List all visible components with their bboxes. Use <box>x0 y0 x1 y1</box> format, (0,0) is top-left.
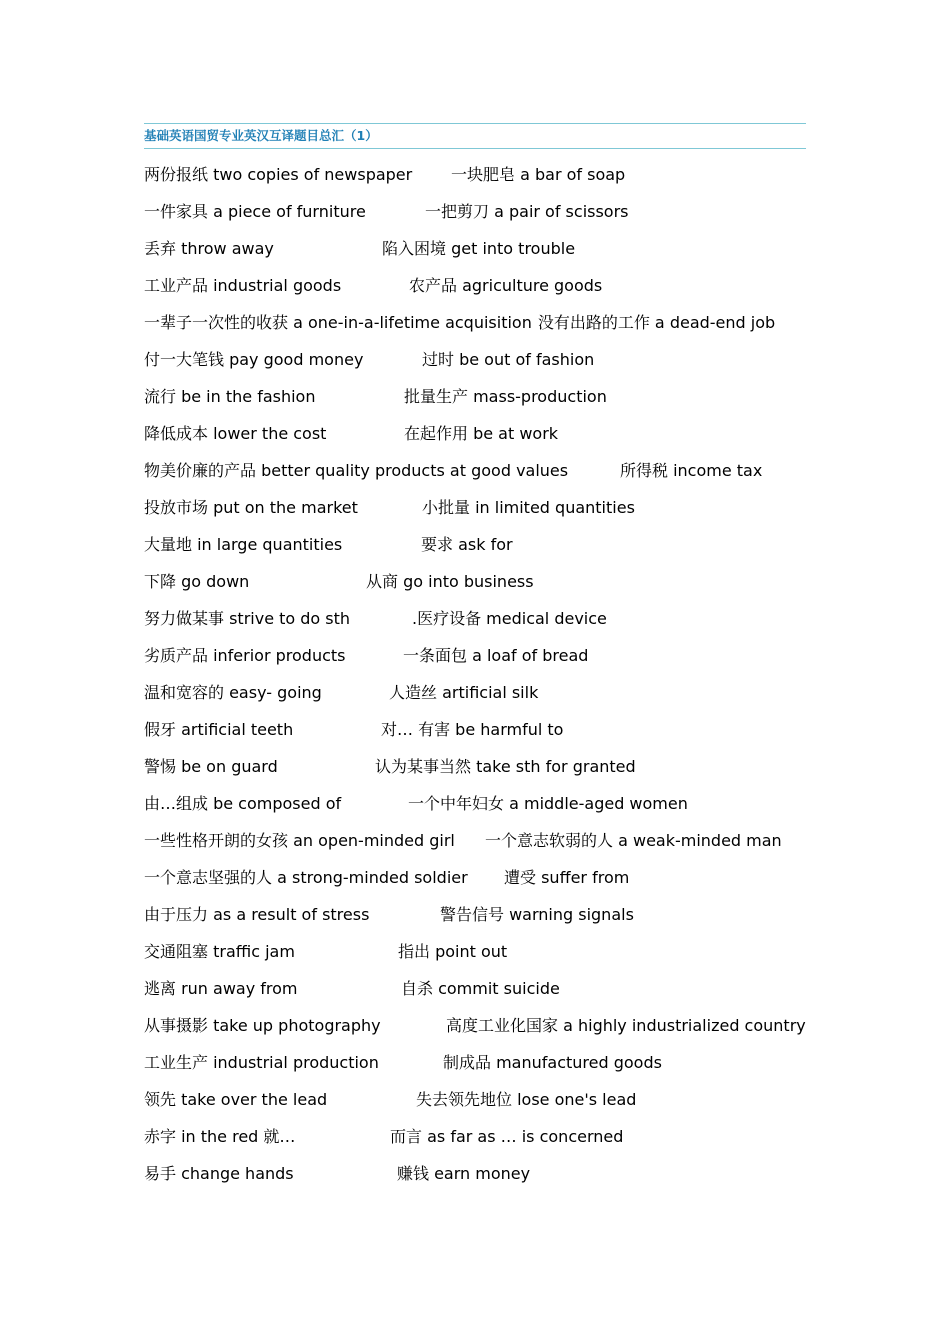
term-right: 一把剪刀 a pair of scissors <box>425 202 629 221</box>
term-right: 没有出路的工作 a dead-end job <box>537 313 776 332</box>
term-right: 自杀 commit suicide <box>401 979 560 998</box>
term-right: 高度工业化国家 a highly industrialized country <box>446 1016 806 1035</box>
term-left: 警惕 be on guard <box>144 757 278 776</box>
term-left: 交通阻塞 traffic jam <box>144 942 295 961</box>
term-row <box>144 1050 806 1075</box>
term-left: 易手 change hands <box>144 1164 294 1183</box>
term-left: 一些性格开朗的女孩 an open-minded girl <box>144 831 455 850</box>
term-row <box>144 976 806 1001</box>
title-bottom-rule <box>144 148 806 149</box>
term-right: 所得税 income tax <box>620 461 763 480</box>
term-left: 领先 take over the lead <box>144 1090 328 1109</box>
term-right: 从商 go into business <box>366 572 534 591</box>
term-row <box>144 865 806 890</box>
term-left: 工业生产 industrial production <box>144 1053 379 1072</box>
term-row <box>144 495 806 520</box>
term-row <box>144 236 806 261</box>
term-right: 制成品 manufactured goods <box>443 1053 662 1072</box>
term-row <box>144 199 806 224</box>
term-right: 对… 有害 be harmful to <box>381 720 564 739</box>
term-row <box>144 310 806 335</box>
term-row <box>144 680 806 705</box>
term-left: 付一大笔钱 pay good money <box>144 350 364 369</box>
document-title: 基础英语国贸专业英汉互译题目总汇（1） <box>144 128 378 143</box>
term-left: 努力做某事 strive to do sth <box>144 609 351 628</box>
term-right: 警告信号 warning signals <box>440 905 634 924</box>
term-left: 一件家具 a piece of furniture <box>144 202 366 221</box>
term-row <box>144 273 806 298</box>
term-row <box>144 384 806 409</box>
term-row <box>144 458 806 483</box>
term-left: 大量地 in large quantities <box>144 535 343 554</box>
document-page <box>144 123 806 1198</box>
term-row <box>144 828 806 853</box>
term-row <box>144 643 806 668</box>
term-row <box>144 791 806 816</box>
term-right: 遭受 suffer from <box>504 868 630 887</box>
term-left: 工业产品 industrial goods <box>144 276 342 295</box>
term-row <box>144 1087 806 1112</box>
term-left: 一辈子一次性的收获 a one-in-a-lifetime acquisition <box>144 313 532 332</box>
term-left: 由于压力 as a result of stress <box>144 905 370 924</box>
term-left: 投放市场 put on the market <box>144 498 358 517</box>
term-row <box>144 532 806 557</box>
term-left: 劣质产品 inferior products <box>144 646 346 665</box>
term-left: 假牙 artificial teeth <box>144 720 294 739</box>
term-row <box>144 717 806 742</box>
term-left: 从事摄影 take up photography <box>144 1016 381 1035</box>
term-right: 批量生产 mass-production <box>404 387 607 406</box>
term-row <box>144 1161 806 1186</box>
term-right: 农产品 agriculture goods <box>409 276 603 295</box>
term-row <box>144 939 806 964</box>
term-right: 指出 point out <box>398 942 508 961</box>
term-right: 一个意志软弱的人 a weak-minded man <box>485 831 782 850</box>
term-left: 丢弃 throw away <box>144 239 274 258</box>
term-row <box>144 754 806 779</box>
term-right: 赚钱 earn money <box>397 1164 531 1183</box>
term-left: 逃离 run away from <box>144 979 298 998</box>
term-right: 一个中年妇女 a middle-aged women <box>408 794 688 813</box>
vocabulary-list <box>144 162 806 1186</box>
term-row <box>144 347 806 372</box>
term-right: 而言 as far as … is concerned <box>390 1127 624 1146</box>
term-left: 温和宽容的 easy- going <box>144 683 322 702</box>
term-right: .医疗设备 medical device <box>412 609 607 628</box>
term-row <box>144 1124 806 1149</box>
term-right: 失去领先地位 lose one's lead <box>416 1090 637 1109</box>
term-left: 下降 go down <box>144 572 250 591</box>
term-row <box>144 902 806 927</box>
term-row <box>144 162 806 187</box>
term-right: 一块肥皂 a bar of soap <box>451 165 626 184</box>
term-right: 要求 ask for <box>421 535 513 554</box>
term-row <box>144 606 806 631</box>
term-left: 流行 be in the fashion <box>144 387 316 406</box>
term-right: 人造丝 artificial silk <box>389 683 539 702</box>
term-row <box>144 1013 806 1038</box>
term-left: 降低成本 lower the cost <box>144 424 327 443</box>
term-right: 一条面包 a loaf of bread <box>403 646 589 665</box>
term-row <box>144 569 806 594</box>
term-right: 小批量 in limited quantities <box>422 498 635 517</box>
term-right: 认为某事当然 take sth for granted <box>375 757 636 776</box>
term-row <box>144 421 806 446</box>
term-left: 两份报纸 two copies of newspaper <box>144 165 413 184</box>
term-right: 陷入困境 get into trouble <box>382 239 576 258</box>
term-left: 一个意志坚强的人 a strong-minded soldier <box>144 868 468 887</box>
term-left: 物美价廉的产品 better quality products at good values <box>144 461 569 480</box>
term-left: 赤字 in the red 就… <box>144 1127 296 1146</box>
term-right: 过时 be out of fashion <box>422 350 595 369</box>
term-left: 由…组成 be composed of <box>144 794 342 813</box>
term-right: 在起作用 be at work <box>404 424 559 443</box>
